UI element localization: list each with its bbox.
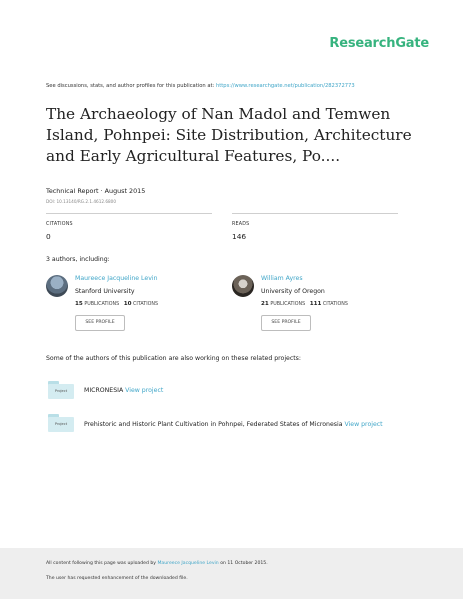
view-project-link[interactable]: View project	[344, 421, 383, 428]
discussion-notice	[46, 83, 355, 89]
citations-label: CITATIONS	[46, 222, 73, 227]
author-avatar[interactable]	[46, 275, 68, 297]
publication-title: The Archaeology of Nan Madol and Temwen Island, Pohnpei: Site Distribution, Architecture and Early Agricultural Features, Po....	[46, 105, 412, 165]
citations-count: 10	[123, 301, 132, 307]
publication-url-link[interactable]: https://www.researchgate.net/publication/282372773	[215, 83, 355, 89]
citations-value: 0	[46, 232, 51, 241]
report-type-date: Technical Report · August 2015	[46, 187, 146, 195]
enhancement-notice: The user has requested enhancement of the downloaded file.	[46, 576, 188, 581]
reads-value: 146	[232, 232, 247, 241]
author-institution: Stanford University	[75, 288, 135, 295]
author-institution: University of Oregon	[261, 288, 325, 295]
related-projects-heading: Some of the authors of this publication are also working on these related projects:	[46, 355, 301, 362]
publications-count: 15	[75, 301, 83, 307]
doi[interactable]: DOI: 10.13140/RG.2.1.4612.6800	[46, 199, 117, 204]
project-folder-label: Project	[48, 417, 74, 432]
publications-label: PUBLICATIONS	[84, 302, 120, 307]
citations-label: CITATIONS	[322, 302, 348, 307]
view-project-link[interactable]: View project	[125, 387, 164, 394]
citations-label: CITATIONS	[133, 302, 159, 307]
see-profile-button[interactable]: SEE PROFILE	[261, 315, 311, 331]
project-name: MICRONESIA	[84, 387, 124, 394]
author-stats	[75, 301, 158, 307]
upload-suffix: on 11 October 2015.	[220, 561, 268, 566]
upload-prefix: All content following this page was uploaded by	[46, 561, 156, 566]
see-profile-button[interactable]: SEE PROFILE	[75, 315, 125, 331]
author-stats	[261, 301, 348, 307]
authors-heading: 3 authors, including:	[46, 256, 110, 263]
uploader-link[interactable]: Maureece Jacqueline Levin	[157, 561, 219, 566]
author-avatar[interactable]	[232, 275, 254, 297]
project-folder-icon	[48, 381, 74, 399]
project-folder-label: Project	[48, 384, 74, 399]
project-folder-icon	[48, 414, 74, 432]
publications-label: PUBLICATIONS	[270, 302, 306, 307]
project-name: Prehistoric and Historic Plant Cultivation in Pohnpei, Federated States of Micronesia	[84, 421, 343, 428]
discussion-prefix: See discussions, stats, and author profiles for this publication at:	[46, 83, 215, 89]
footer-bar	[0, 548, 463, 599]
citations-count: 111	[309, 301, 322, 307]
reads-label: READS	[232, 222, 250, 227]
project-item	[84, 421, 383, 428]
researchgate-logo[interactable]: ResearchGate	[329, 36, 429, 51]
publications-count: 21	[261, 301, 269, 307]
upload-notice	[46, 561, 268, 566]
project-item	[84, 387, 163, 394]
reads-divider	[232, 213, 398, 214]
citations-divider	[46, 213, 212, 214]
author-name-link[interactable]: William Ayres	[261, 275, 303, 282]
author-name-link[interactable]: Maureece Jacqueline Levin	[75, 275, 158, 282]
